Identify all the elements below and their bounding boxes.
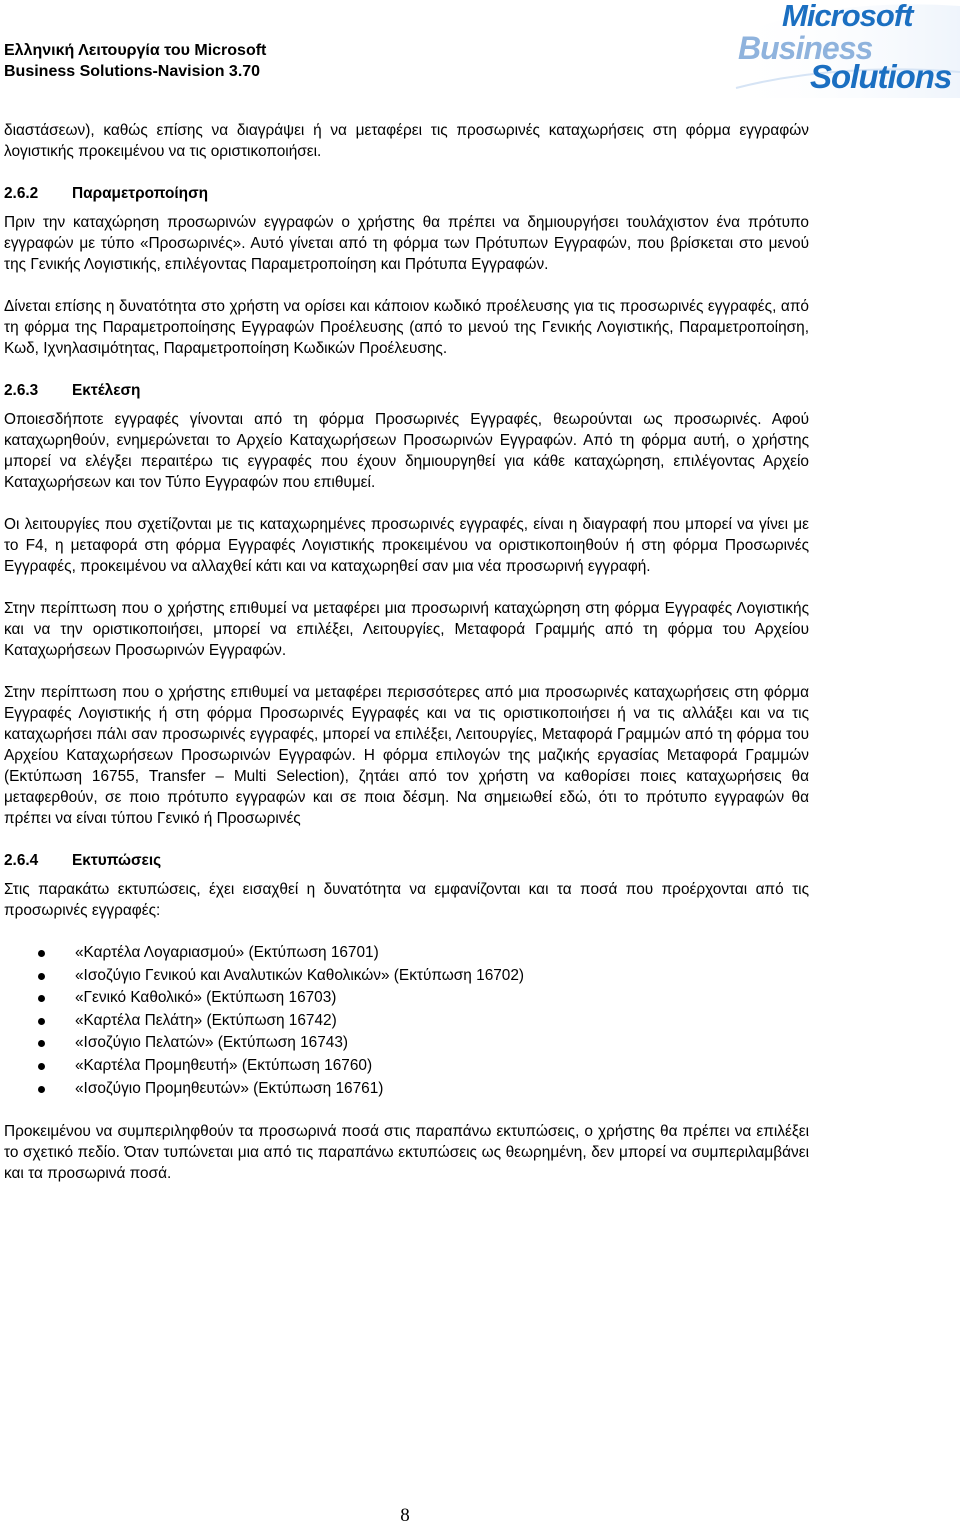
section-heading-2-6-2 [4, 183, 809, 204]
list-item [4, 965, 809, 988]
intro-paragraph: διαστάσεων), καθώς επίσης να διαγράψει ή να μεταφέρει τις προσωρινές καταχωρήσεις στη φόρμα εγγραφών λογιστικής προκειμένου να τις οριστικοποιήσει. [4, 122, 809, 160]
list-item-text: «Καρτέλα Προμηθευτή» (Εκτύπωση 16760) [75, 1056, 373, 1074]
section-title: Παραμετροποίηση [72, 185, 209, 202]
section-title: Εκτυπώσεις [72, 852, 162, 869]
paragraph: Οι λειτουργίες που σχετίζονται με τις καταχωρημένες προσωρινές εγγραφές, είναι η διαγραφή που μπορεί να γίνει με το F4, η μεταφορά στη φόρμα Εγγραφές Λογιστικής προκειμένου να οριστικοποιηθούν ή στη φόρμα Προσωρινές Εγγραφές, προκειμένου να αλλαχθεί κάτι και να καταχωρηθεί σαν μια νέα προσωρινή εγγραφή. [4, 516, 809, 575]
document-body [4, 120, 809, 1184]
document-title-line1: Ελληνική Λειτουργία του Microsoft [4, 42, 267, 59]
list-item-text: «Ισοζύγιο Προμηθευτών» (Εκτύπωση 16761) [75, 1079, 384, 1097]
section-heading-2-6-3 [4, 380, 809, 401]
section-title: Εκτέλεση [72, 382, 141, 399]
list-item-text: «Καρτέλα Λογαριασμού» (Εκτύπωση 16701) [75, 944, 379, 961]
paragraph: Στην περίπτωση που ο χρήστης επιθυμεί να μεταφέρει μια προσωρινή καταχώρηση στη φόρμα Εγγραφές Λογιστικής και να την οριστικοποιήσει, μπορεί να επιλέξει, Λειτουργίες, Μεταφορά Γραμμής από τη φόρμα του Αρχείου Καταχωρήσεων Προσωρινών Εγγραφών. [4, 600, 809, 659]
bullet-icon [38, 1040, 45, 1047]
paragraph: Προκειμένου να συμπεριληφθούν τα προσωρινά ποσά στις παραπάνω εκτυπώσεις, ο χρήστης θα πρέπει να επιλέξει το σχετικό πεδίο. Όταν τυπώνεται μια από τις παραπάνω εκτυπώσεις ως θεωρημένη, δεν μπορεί να συμπεριλαμβάνει και τα προσωρινά ποσά. [4, 1123, 809, 1183]
section-number: 2.6.3 [4, 382, 39, 399]
paragraph: Δίνεται επίσης η δυνατότητα στο χρήστη να ορίσει και κάποιον κωδικό προέλευσης για τις προσωρινές εγγραφές, από τη φόρμα της Παραμετροποίησης Εγγραφών Προέλευσης (από το μενού της Γενικής Λογιστικής, Παραμετροποίηση, Κωδ, Ιχνηλασιμότητας, Παραμετροποίηση Κωδικών Προέλευσης. [4, 298, 809, 357]
bullet-icon [38, 995, 45, 1002]
list-item-text: «Καρτέλα Πελάτη» (Εκτύπωση 16742) [75, 1011, 337, 1029]
bullet-icon [38, 1086, 45, 1093]
paragraph: Στις παρακάτω εκτυπώσεις, έχει εισαχθεί η δυνατότητα να εμφανίζονται και τα ποσά που προέρχονται από τις προσωρινές εγγραφές: [4, 881, 809, 919]
list-item [4, 942, 809, 965]
document-title [4, 40, 266, 82]
paragraph: Στην περίπτωση που ο χρήστης επιθυμεί να μεταφέρει περισσότερες από μια προσωρινές καταχωρήσεις στη φόρμα Εγγραφές Λογιστικής ή στη φόρμα Προσωρινές Εγγραφές και να τις οριστικοποιήσει ή να τις αλλάξει και να τις καταχωρήσει πάλι σαν προσωρινές εγγραφές, μπορεί να επιλέξει, Λειτουργίες, Μεταφορά Γραμμών από τη φόρμα του Αρχείου Καταχωρήσεων Προσωρινών Εγγραφών. Η φόρμα επιλογών της μαζικής εργασίας Μεταφορά Γραμμών (Εκτύπωση 16755, Transfer – Multi Selection), ζητάει από τον χρήστη να καθορίσει ποιες καταχωρήσεις θα μεταφερθούν, σε ποιο πρότυπο εγγραφών και σε ποια δέσμη. Να σημειωθεί εδώ, ότι το πρότυπο εγγραφών θα πρέπει να είναι τύπου Γενικό ή Προσωρινές [4, 684, 809, 827]
page-header [0, 0, 960, 110]
bullet-icon [38, 973, 45, 980]
bullet-icon [38, 950, 45, 957]
list-item-text: «Γενικό Καθολικό» (Εκτύπωση 16703) [75, 989, 337, 1007]
logo-text-business: Business [738, 30, 873, 66]
logo-text-microsoft: Microsoft [782, 0, 913, 33]
list-item [4, 987, 809, 1010]
list-item [4, 1055, 809, 1078]
bullet-icon [38, 1018, 45, 1025]
document-title-line2: Business Solutions-Navision 3.70 [4, 63, 261, 80]
list-item [4, 1032, 809, 1055]
reports-list [4, 942, 809, 1100]
list-item [4, 1078, 809, 1101]
section-heading-2-6-4 [4, 850, 809, 871]
list-item-text: «Ισοζύγιο Γενικού και Αναλυτικών Καθολικών» (Εκτύπωση 16702) [75, 966, 525, 984]
bullet-icon [38, 1063, 45, 1070]
logo-text-solutions: Solutions [810, 58, 952, 95]
list-item [4, 1010, 809, 1033]
paragraph: Πριν την καταχώρηση προσωρινών εγγραφών ο χρήστης θα πρέπει να δημιουργήσει τουλάχιστον ένα πρότυπο εγγραφών με τύπο «Προσωρινές». Αυτό γίνεται από τη φόρμα των Πρότυπων Εγγραφών, που βρίσκεται στο μενού της Γενικής Λογιστικής, επιλέγοντας Παραμετροποίηση και Πρότυπα Εγγραφών. [4, 214, 809, 273]
paragraph: Οποιεσδήποτε εγγραφές γίνονται από τη φόρμα Προσωρινές Εγγραφές, θεωρούνται ως προσωρινές. Αφού καταχωρηθούν, ενημερώνεται το Αρχείο Καταχωρήσεων Προσωρινών Εγγραφών. Από τη φόρμα αυτή, ο χρήστης μπορεί να ελέγξει περαιτέρω τις εγγραφές που έχουν δημιουργηθεί για κάθε καταχώρηση, επιλέγοντας Αρχείο Καταχωρήσεων και τον Τύπο Εγγραφών που επιθυμεί. [4, 411, 809, 491]
page-number: 8 [400, 1505, 410, 1526]
microsoft-business-solutions-logo [726, 0, 960, 98]
section-number: 2.6.4 [4, 852, 39, 869]
list-item-text: «Ισοζύγιο Πελατών» (Εκτύπωση 16743) [75, 1034, 349, 1052]
section-number: 2.6.2 [4, 185, 39, 202]
